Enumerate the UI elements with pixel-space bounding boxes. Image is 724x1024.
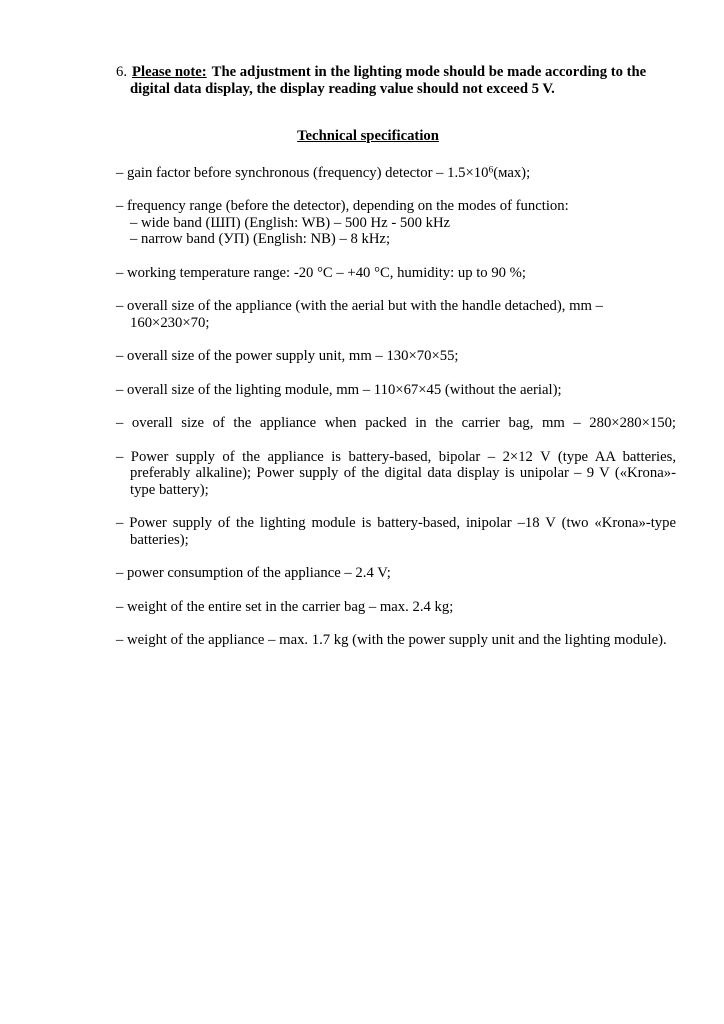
spec-text: – frequency range (before the detector), depending on the modes of function: [116, 198, 569, 214]
spec-subitem-narrow-band: – narrow band (УП) (English: NB) – 8 kHz; [130, 231, 391, 247]
spec-item-frequency-range [116, 198, 676, 248]
spec-item-size-appliance: – overall size of the appliance (with the aerial but with the handle detached), mm – 160×230×70; [116, 298, 603, 331]
note-text: The adjustment in the lighting mode should be made according to the digital data display, the display reading value should not exceed 5 V. [130, 64, 647, 97]
spec-item-weight-set: – weight of the entire set in the carrier bag – max. 2.4 kg; [116, 598, 454, 615]
spec-item-working-temperature: – working temperature range: -20 °C – +40 °C, humidity: up to 90 %; [116, 264, 527, 281]
note-paragraph [116, 64, 676, 97]
spec-item-gain-factor [116, 165, 676, 182]
note-label: Please note: [132, 64, 207, 80]
page-title [116, 128, 620, 145]
spec-item-power-consumption: – power consumption of the appliance – 2.4 V; [116, 565, 391, 581]
spec-item-power-supply-appliance: – Power supply of the appliance is battery-based, bipolar – 2×12 V (type AA batteries, preferably alkaline); Power supply of the digital data display is unipolar – 9 V («Krona»-type battery); [116, 448, 676, 498]
spec-item-weight-appliance: – weight of the appliance – max. 1.7 kg (with the power supply unit and the lighting module). [116, 632, 667, 648]
spec-item-size-lighting-module: – overall size of the lighting module, mm – 110×67×45 (without the aerial); [116, 381, 562, 398]
spec-text: (мах); [493, 164, 531, 181]
spec-item-power-supply-lighting-module: – Power supply of the lighting module is battery-based, inipolar –18 V (two «Krona»-type batteries); [116, 515, 676, 548]
spec-text: – gain factor before synchronous (frequency) detector – 1.5×10 [116, 164, 489, 181]
superscript-exponent: 6 [488, 165, 494, 175]
page-title-text: Technical specification [297, 128, 439, 144]
spec-item-size-packed-carrier-bag: – overall size of the appliance when packed in the carrier bag, mm – 280×280×150; [116, 415, 676, 431]
note-number: 6. [116, 64, 128, 80]
spec-item-size-power-supply-unit: – overall size of the power supply unit, mm – 130×70×55; [116, 348, 459, 364]
spec-subitem-wide-band: – wide band (ШП) (English: WB) – 500 Hz - 500 kHz [130, 214, 451, 231]
